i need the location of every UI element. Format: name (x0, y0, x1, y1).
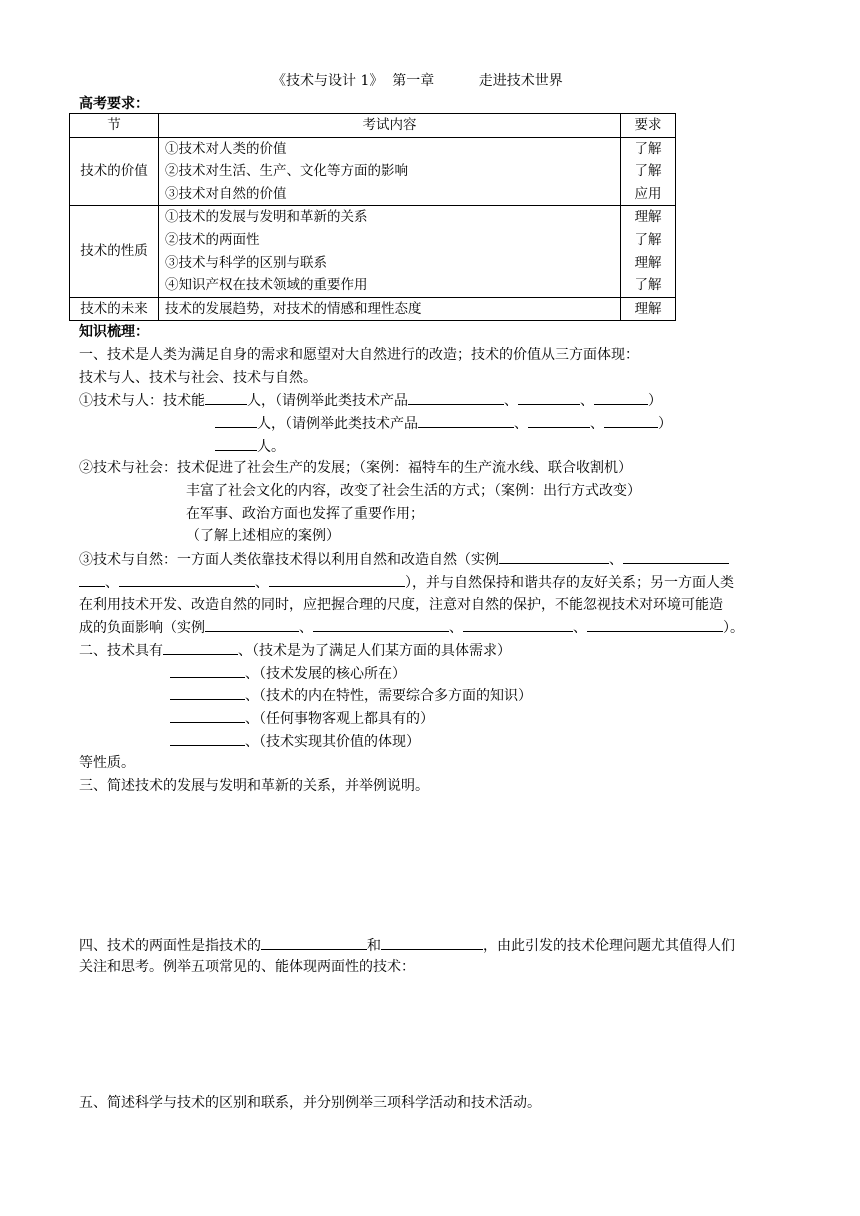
requirement-item: 了解 (634, 277, 662, 294)
fill-blank[interactable] (79, 573, 105, 587)
section-cell: 技术的性质 (70, 206, 159, 297)
properties-end: 等性质。 (79, 755, 135, 771)
content-cell (159, 137, 621, 206)
requirements-table (69, 113, 676, 321)
requirement-cell (621, 137, 676, 206)
exam-requirements-heading: 高考要求： (79, 96, 149, 112)
property-hint: 、（技术是为了满足人们某方面的具体需求） (238, 643, 511, 659)
question-4-text: ，由此引发的技术伦理问题尤其值得人们 (483, 938, 735, 954)
fill-blank[interactable] (170, 664, 245, 678)
properties-label: 二、技术具有 (79, 643, 163, 659)
fill-blank[interactable] (215, 437, 257, 451)
tech-human-line-2 (215, 414, 672, 433)
fill-blank[interactable] (518, 391, 580, 405)
separator: 、 (590, 416, 604, 432)
close-paren: ） (658, 416, 672, 432)
question-4-text: 和 (367, 938, 381, 954)
properties-line-1 (79, 641, 511, 660)
question-4-line-1 (79, 936, 735, 955)
fill-blank[interactable] (163, 641, 238, 655)
separator: 、 (105, 575, 119, 591)
fill-blank[interactable] (170, 686, 245, 700)
fill-blank[interactable] (408, 391, 504, 405)
table-row (70, 137, 676, 206)
content-item: ③技术与科学的区别与联系 (165, 254, 327, 271)
fill-blank[interactable] (463, 618, 573, 632)
properties-line-5 (170, 732, 420, 751)
tech-nature-text: ）。 (723, 620, 744, 636)
separator: 、 (299, 620, 313, 636)
tech-human-prompt: 人，（请例举此类技术产品 (247, 393, 408, 409)
tech-human-end: 人。 (257, 439, 285, 455)
fill-blank[interactable] (215, 414, 257, 428)
properties-line-4 (170, 709, 434, 728)
question-4-text: 四、技术的两面性是指技术的 (79, 938, 261, 954)
table-header-row (70, 114, 676, 138)
tech-nature-line-3: 在利用技术开发、改造自然的同时，应把握合理的尺度，注意对自然的保护，不能忽视技术对环境可能造 (79, 597, 723, 613)
close-paren: ） (648, 393, 662, 409)
fill-blank[interactable] (313, 618, 449, 632)
tech-nature-text: ），并与自然保持和谐共存的友好关系；另一方面人类 (405, 575, 734, 591)
question-3: 三、简述技术的发展与发明和革新的关系，并举例说明。 (79, 778, 429, 794)
property-hint: 、（技术发展的核心所在） (245, 666, 406, 682)
fill-blank[interactable] (119, 573, 255, 587)
fill-blank[interactable] (587, 618, 723, 632)
paragraph-1-line-1: 一、技术是人类为满足自身的需求和愿望对大自然进行的改造；技术的价值从三方面体现： (79, 347, 639, 363)
document-title: 《技术与设计 1》 第一章 走进技术世界 (272, 73, 563, 89)
requirement-item: 理解 (634, 254, 662, 271)
fill-blank[interactable] (528, 414, 590, 428)
tech-nature-label: ③技术与自然：一方面人类依靠技术得以利用自然和改造自然（实例 (79, 552, 499, 568)
separator: 、 (580, 393, 594, 409)
section-cell: 技术的未来 (70, 297, 159, 321)
tech-human-line-1 (79, 391, 662, 410)
tech-society-line-1: ②技术与社会：技术促进了社会生产的发展；（案例：福特车的生产流水线、联合收割机） (79, 460, 632, 476)
fill-blank[interactable] (604, 414, 658, 428)
requirement-cell: 理解 (621, 297, 676, 321)
table-row (70, 297, 676, 321)
tech-human-prompt: 人，（请例举此类技术产品 (257, 416, 418, 432)
property-hint: 、（技术实现其价值的体现） (245, 734, 420, 750)
header-content: 考试内容 (159, 114, 621, 138)
section-cell: 技术的价值 (70, 137, 159, 206)
fill-blank[interactable] (261, 936, 367, 950)
tech-nature-line-4 (79, 618, 744, 637)
tech-nature-text: 成的负面影响（实例 (79, 620, 205, 636)
tech-society-line-3: 在军事、政治方面也发挥了重要作用； (186, 506, 424, 522)
fill-blank[interactable] (205, 618, 299, 632)
tech-society-line-4: （了解上述相应的案例） (186, 528, 340, 544)
tech-human-label: ①技术与人：技术能 (79, 393, 205, 409)
header-requirement: 要求 (621, 114, 676, 138)
separator: 、 (573, 620, 587, 636)
separator: 、 (255, 575, 269, 591)
properties-line-3 (170, 686, 532, 705)
separator: 、 (449, 620, 463, 636)
properties-line-2 (170, 664, 406, 683)
header-section: 节 (70, 114, 159, 138)
fill-blank[interactable] (170, 732, 245, 746)
paragraph-1-line-2: 技术与人、技术与社会、技术与自然。 (79, 370, 317, 386)
tech-nature-line-1 (79, 550, 729, 569)
requirement-item: 了解 (634, 163, 662, 180)
fill-blank[interactable] (205, 391, 247, 405)
content-cell (159, 206, 621, 297)
fill-blank[interactable] (418, 414, 514, 428)
fill-blank[interactable] (269, 573, 405, 587)
requirement-item: 应用 (634, 185, 662, 202)
tech-society-line-2: 丰富了社会文化的内容，改变了社会生活的方式；（案例：出行方式改变） (186, 483, 641, 499)
fill-blank[interactable] (499, 550, 609, 564)
fill-blank[interactable] (623, 550, 729, 564)
property-hint: 、（任何事物客观上都具有的） (245, 711, 434, 727)
content-item: ③技术对自然的价值 (165, 185, 287, 202)
content-item: ②技术的两面性 (165, 231, 260, 248)
content-item: ①技术对人类的价值 (165, 140, 287, 157)
requirement-item: 了解 (634, 140, 662, 157)
content-item: ①技术的发展与发明和革新的关系 (165, 209, 368, 226)
knowledge-heading: 知识梳理： (79, 324, 149, 340)
requirement-item: 理解 (634, 209, 662, 226)
property-hint: 、（技术的内在特性，需要综合多方面的知识） (245, 688, 532, 704)
separator: 、 (504, 393, 518, 409)
content-cell: 技术的发展趋势，对技术的情感和理性态度 (159, 297, 621, 321)
tech-human-line-3 (215, 437, 285, 456)
question-5: 五、简述科学与技术的区别和联系，并分别例举三项科学活动和技术活动。 (79, 1095, 541, 1111)
fill-blank[interactable] (594, 391, 648, 405)
fill-blank[interactable] (381, 936, 483, 950)
question-4-line-2: 关注和思考。例举五项常见的、能体现两面性的技术： (79, 959, 415, 975)
fill-blank[interactable] (170, 709, 245, 723)
table-row (70, 206, 676, 297)
separator: 、 (514, 416, 528, 432)
tech-nature-line-2 (79, 573, 734, 592)
content-item: ④知识产权在技术领域的重要作用 (165, 277, 368, 294)
requirement-cell (621, 206, 676, 297)
requirement-item: 了解 (634, 231, 662, 248)
content-item: ②技术对生活、生产、文化等方面的影响 (165, 163, 408, 180)
separator: 、 (609, 552, 623, 568)
